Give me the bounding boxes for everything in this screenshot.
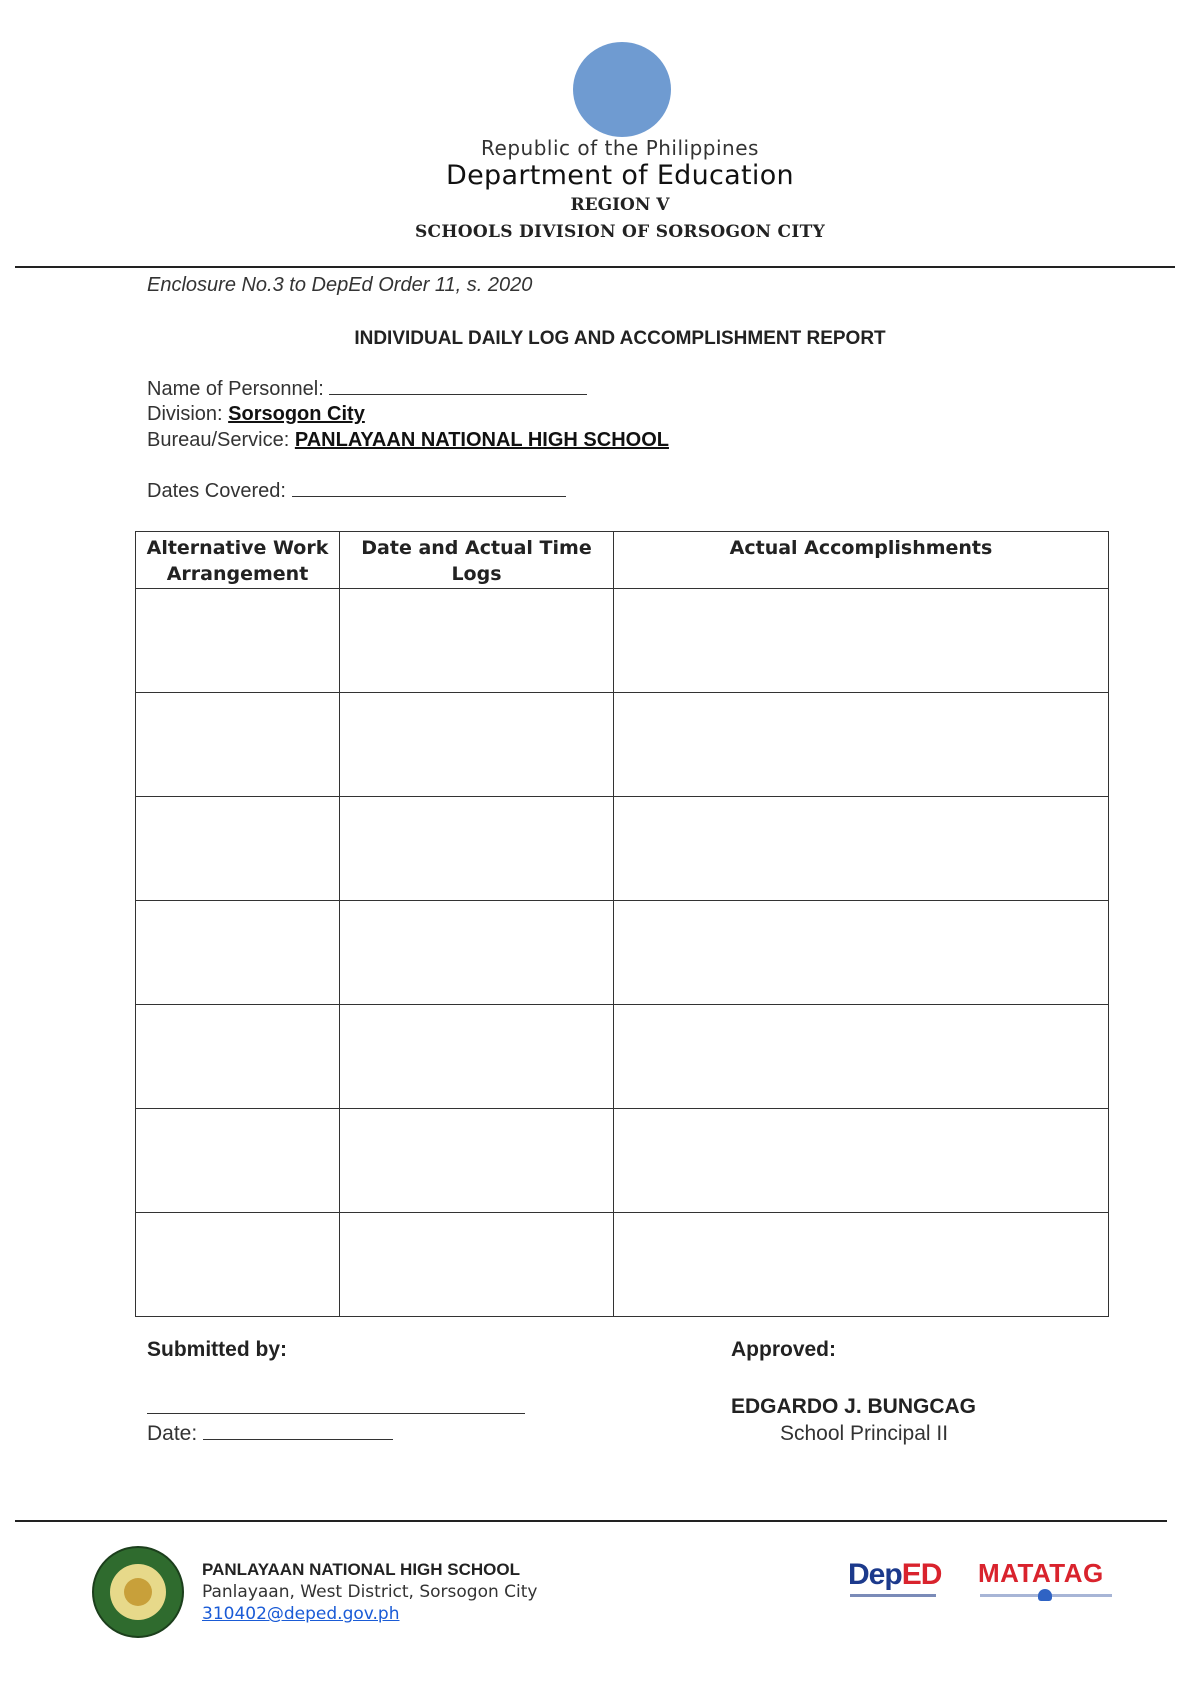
cell-time-logs[interactable] bbox=[340, 589, 614, 693]
table-row bbox=[136, 1213, 1109, 1317]
table-row bbox=[136, 1109, 1109, 1213]
deped-seal-placeholder bbox=[573, 42, 671, 137]
cell-accomplishments[interactable] bbox=[614, 1005, 1109, 1109]
division-label: Division: bbox=[147, 403, 223, 425]
date-field bbox=[147, 1422, 393, 1446]
division-value: Sorsogon City bbox=[228, 403, 365, 425]
cell-work-arrangement[interactable] bbox=[136, 1109, 340, 1213]
cell-time-logs[interactable] bbox=[340, 797, 614, 901]
accomplishment-table bbox=[135, 531, 1109, 1317]
signature-line[interactable] bbox=[147, 1413, 525, 1414]
approved-label: Approved: bbox=[731, 1338, 836, 1361]
table-row bbox=[136, 589, 1109, 693]
table-row bbox=[136, 901, 1109, 1005]
table-header-row bbox=[136, 532, 1109, 589]
school-seal-logo bbox=[92, 1546, 184, 1638]
dates-field bbox=[147, 480, 566, 503]
principal-name: EDGARDO J. BUNGCAG bbox=[731, 1395, 977, 1418]
cell-time-logs[interactable] bbox=[340, 1109, 614, 1213]
table-row bbox=[136, 693, 1109, 797]
cell-accomplishments[interactable] bbox=[614, 1213, 1109, 1317]
footer-divider bbox=[15, 1520, 1167, 1522]
cell-work-arrangement[interactable] bbox=[136, 797, 340, 901]
footer-school-name: PANLAYAAN NATIONAL HIGH SCHOOL bbox=[202, 1560, 520, 1579]
cell-accomplishments[interactable] bbox=[614, 901, 1109, 1005]
bureau-label: Bureau/Service: bbox=[147, 429, 290, 451]
submitted-by-label: Submitted by: bbox=[147, 1338, 287, 1361]
cell-work-arrangement[interactable] bbox=[136, 901, 340, 1005]
bureau-field bbox=[147, 429, 669, 452]
cell-work-arrangement[interactable] bbox=[136, 693, 340, 797]
cell-accomplishments[interactable] bbox=[614, 797, 1109, 901]
header-divider bbox=[15, 266, 1175, 268]
personnel-field bbox=[147, 378, 587, 401]
cell-time-logs[interactable] bbox=[340, 1213, 614, 1317]
cell-time-logs[interactable] bbox=[340, 693, 614, 797]
col-header-work-arrangement: Alternative Work Arrangement bbox=[136, 532, 340, 589]
table-row bbox=[136, 797, 1109, 901]
matatag-wordmark: MATATAG bbox=[978, 1558, 1104, 1588]
dates-input-line[interactable] bbox=[292, 480, 566, 497]
cell-work-arrangement[interactable] bbox=[136, 589, 340, 693]
principal-title: School Principal II bbox=[780, 1422, 949, 1445]
division-field bbox=[147, 403, 365, 426]
cell-time-logs[interactable] bbox=[340, 1005, 614, 1109]
col-header-time-logs: Date and Actual Time Logs bbox=[340, 532, 614, 589]
cell-work-arrangement[interactable] bbox=[136, 1213, 340, 1317]
report-title: INDIVIDUAL DAILY LOG AND ACCOMPLISHMENT REPORT bbox=[354, 328, 886, 349]
region-heading: REGION V bbox=[570, 195, 670, 215]
cell-accomplishments[interactable] bbox=[614, 589, 1109, 693]
cell-time-logs[interactable] bbox=[340, 901, 614, 1005]
republic-heading: Republic of the Philippines bbox=[481, 136, 759, 160]
personnel-label: Name of Personnel: bbox=[147, 378, 324, 400]
personnel-input-line[interactable] bbox=[329, 378, 587, 395]
footer-address: Panlayaan, West District, Sorsogon City bbox=[202, 1582, 538, 1602]
cell-accomplishments[interactable] bbox=[614, 693, 1109, 797]
enclosure-note: Enclosure No.3 to DepEd Order 11, s. 2020 bbox=[147, 274, 533, 296]
department-heading: Department of Education bbox=[446, 160, 794, 191]
cell-work-arrangement[interactable] bbox=[136, 1005, 340, 1109]
division-heading: SCHOOLS DIVISION OF SORSOGON CITY bbox=[414, 222, 825, 242]
dates-label: Dates Covered: bbox=[147, 480, 286, 502]
table-row bbox=[136, 1005, 1109, 1109]
col-header-accomplishments: Actual Accomplishments bbox=[614, 532, 1109, 589]
bureau-value: PANLAYAAN NATIONAL HIGH SCHOOL bbox=[294, 429, 669, 451]
date-input-line[interactable] bbox=[203, 1423, 393, 1440]
matatag-logo bbox=[978, 1558, 1114, 1608]
heart-icon bbox=[1038, 1589, 1052, 1601]
date-label: Date: bbox=[147, 1422, 198, 1445]
deped-logo: DepED bbox=[848, 1558, 940, 1606]
cell-accomplishments[interactable] bbox=[614, 1109, 1109, 1213]
footer-email-link[interactable]: 310402@deped.gov.ph bbox=[202, 1604, 400, 1624]
